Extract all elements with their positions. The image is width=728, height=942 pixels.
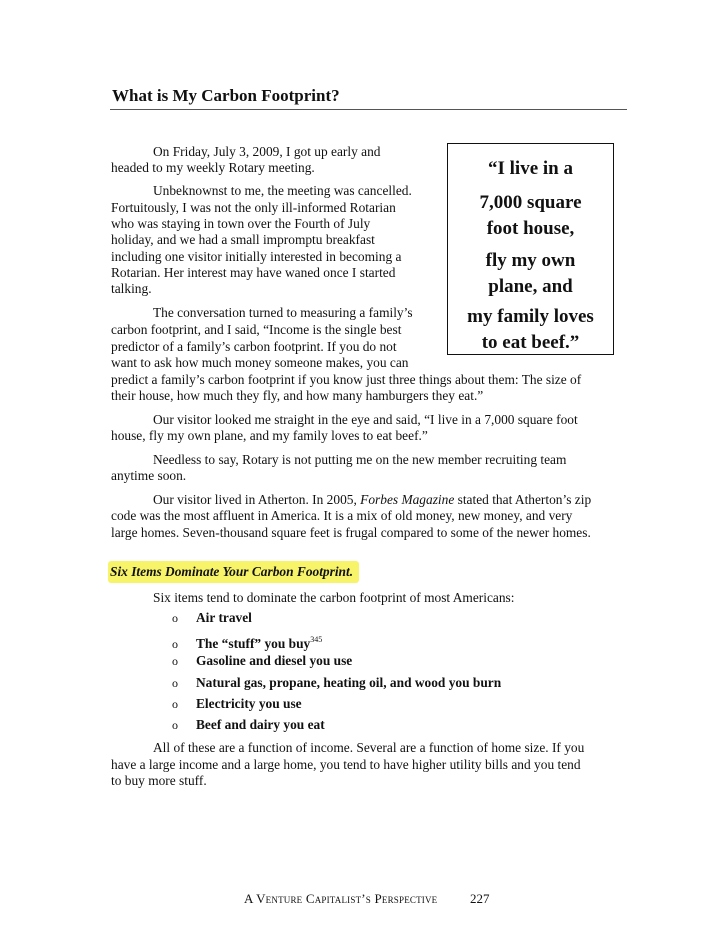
footnote-ref: 345 bbox=[310, 635, 323, 644]
body-line: Unbeknownst to me, the meeting was cancelled. bbox=[153, 183, 412, 198]
body-line: On Friday, July 3, 2009, I got up early and bbox=[153, 144, 381, 159]
body-line: The conversation turned to measuring a family’s bbox=[153, 305, 413, 320]
page-number: 227 bbox=[470, 891, 490, 906]
list-item-text: The “stuff” you buy bbox=[196, 636, 311, 651]
pull-quote-line: plane, and bbox=[488, 276, 573, 297]
body-line: have a large income and a large home, you tend to have higher utility bills and you tend bbox=[111, 757, 581, 772]
pull-quote-line: foot house, bbox=[486, 218, 575, 239]
body-line: holiday, and we had a small impromptu breakfast bbox=[111, 232, 375, 247]
body-line: Our visitor looked me straight in the eye and said, “I live in a 7,000 square foot bbox=[153, 412, 578, 427]
body-line: their house, how much they fly, and how many hamburgers they eat.” bbox=[111, 388, 484, 403]
body-line: predict a family’s carbon footprint if you know just three things about them: The size of bbox=[111, 372, 582, 387]
pull-quote-line: to eat beef.” bbox=[481, 332, 580, 353]
body-line: code was the most affluent in America. It is a mix of old money, new money, and very bbox=[111, 508, 573, 523]
list-item-text: Gasoline and diesel you use bbox=[196, 653, 353, 668]
running-title: A Venture Capitalist’s Perspective bbox=[244, 891, 438, 906]
bullet-icon: o bbox=[172, 676, 178, 690]
pull-quote-line: “I live in a bbox=[488, 158, 573, 179]
body-text: stated that Atherton’s zip bbox=[454, 492, 592, 507]
list-item bbox=[172, 715, 325, 735]
body-line: Six items tend to dominate the carbon footprint of most Americans: bbox=[153, 590, 515, 605]
list-item bbox=[172, 673, 501, 693]
bullet-icon: o bbox=[172, 637, 178, 651]
pull-quote-line: fly my own bbox=[485, 250, 576, 271]
pull-quote-box bbox=[447, 143, 614, 355]
bullet-icon: o bbox=[172, 611, 178, 625]
body-line: predictor of a family’s carbon footprint. If you do not bbox=[111, 339, 397, 354]
list-item bbox=[172, 694, 302, 714]
pull-quote-line: 7,000 square bbox=[479, 192, 582, 213]
body-line: large homes. Seven-thousand square feet is frugal compared to some of the newer homes. bbox=[111, 525, 591, 540]
title-rule bbox=[110, 109, 627, 110]
body-line: Needless to say, Rotary is not putting me on the new member recruiting team bbox=[153, 452, 567, 467]
list-item bbox=[172, 651, 352, 671]
body-line: including one visitor initially interested in becoming a bbox=[111, 249, 402, 264]
list-item-text: Beef and dairy you eat bbox=[196, 717, 325, 732]
body-line: anytime soon. bbox=[111, 468, 187, 483]
list-item bbox=[172, 608, 252, 628]
pull-quote-line: my family loves bbox=[467, 306, 594, 327]
bullet-icon: o bbox=[172, 718, 178, 732]
list-item-text: Electricity you use bbox=[196, 696, 302, 711]
body-line: All of these are a function of income. Several are a function of home size. If you bbox=[153, 740, 585, 755]
list-item-text: Natural gas, propane, heating oil, and wood you burn bbox=[196, 675, 502, 690]
section-heading-highlight bbox=[108, 561, 359, 583]
body-line: to buy more stuff. bbox=[111, 773, 207, 788]
running-footer bbox=[244, 891, 437, 907]
body-text: Our visitor lived in Atherton. In 2005, bbox=[153, 492, 361, 507]
body-line: Rotarian. Her interest may have waned once I started bbox=[111, 265, 396, 280]
body-line: who was staying in town over the Fourth of July bbox=[111, 216, 371, 231]
publication-name: Forbes Magazine bbox=[360, 492, 455, 507]
section-heading: Six Items Dominate Your Carbon Footprint. bbox=[110, 564, 354, 579]
body-line: talking. bbox=[111, 281, 152, 296]
bullet-icon: o bbox=[172, 697, 178, 711]
body-line: Fortuitously, I was not the only ill-informed Rotarian bbox=[111, 200, 396, 215]
bullet-icon: o bbox=[172, 654, 178, 668]
body-line: house, fly my own plane, and my family loves to eat beef.” bbox=[111, 428, 428, 443]
body-line: headed to my weekly Rotary meeting. bbox=[111, 160, 315, 175]
page-title: What is My Carbon Footprint? bbox=[112, 86, 340, 105]
body-line: want to ask how much money someone makes, you can bbox=[111, 355, 409, 370]
list-item-text: Air travel bbox=[196, 610, 252, 625]
body-line: carbon footprint, and I said, “Income is the single best bbox=[111, 322, 402, 337]
